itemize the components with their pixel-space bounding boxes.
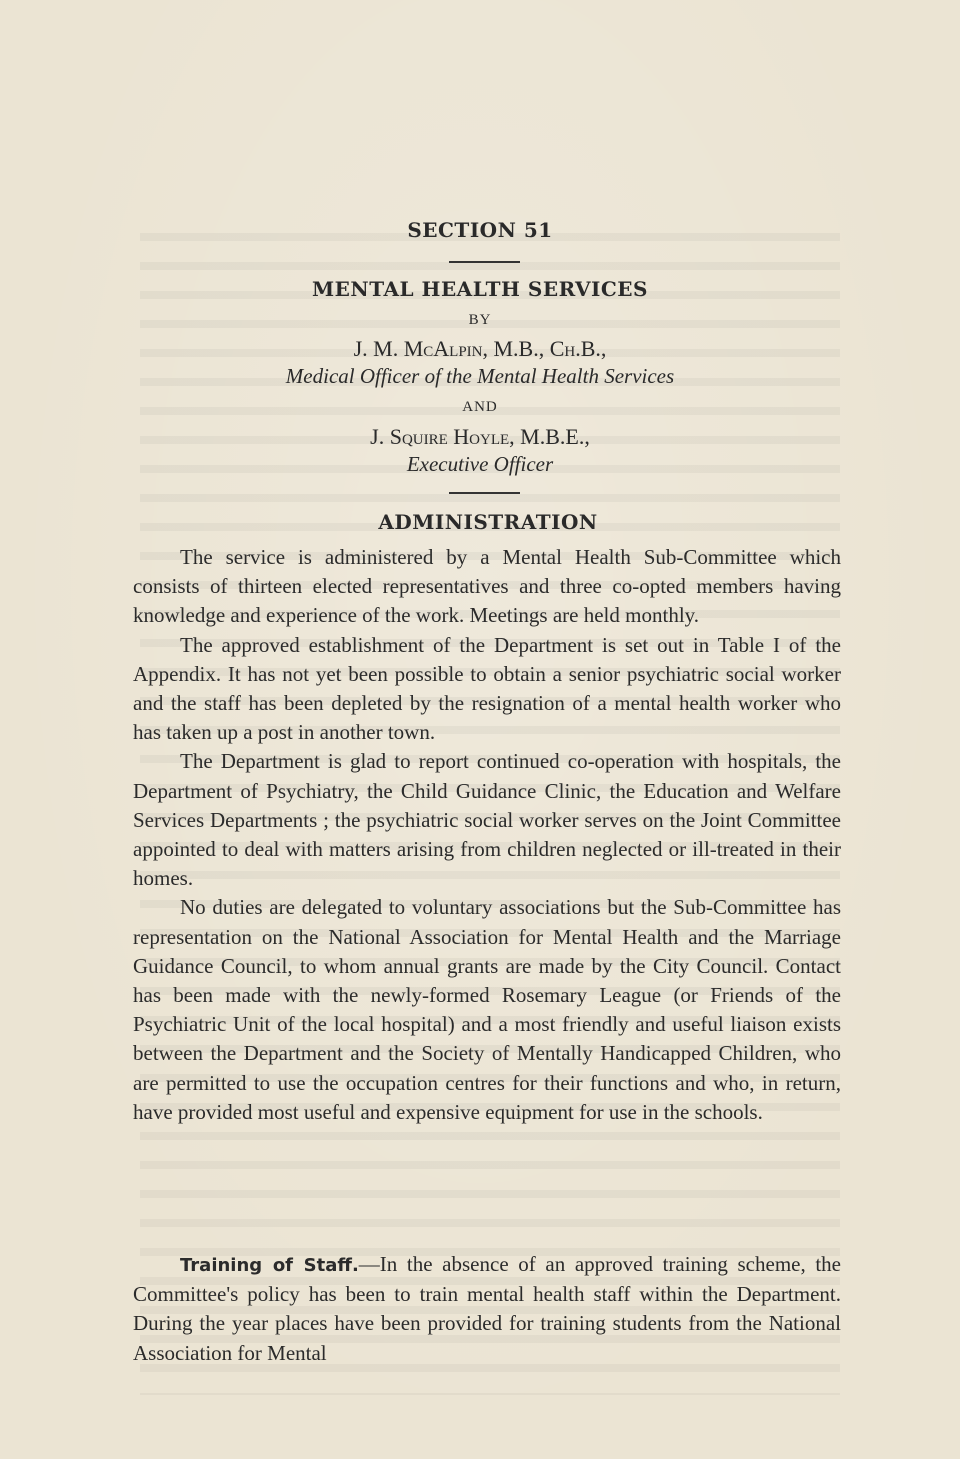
administration-heading: ADMINISTRATION	[378, 510, 598, 534]
training-section	[133, 1250, 841, 1368]
author-2: J. Squire Hoyle, M.B.E.,	[370, 424, 590, 449]
paragraph: No duties are delegated to voluntary associations but the Sub-Committee has representation on the National Association for Mental Health and the Marriage Guidance Council, to whom annual grants are made by the City Council. Contact has been made with the newly-formed Rosemary League (or Friends of the Psychiatric Unit of the local hospital) and a most friendly and useful liaison exists between the Department and the Society of Mentally Handicapped Children, who are permitted to use the occupation centres for their functions and who, in return, have provided most useful and expensive equipment for use in the schools.	[133, 895, 841, 1124]
divider-rule	[449, 261, 520, 263]
training-label: Training of Staff.	[180, 1255, 359, 1276]
paragraph: The approved establishment of the Department is set out in Table I of the Appendix. It has not yet been possible to obtain a senior psychiatric social worker and the staff has been depleted by the resignation of a mental health worker who has taken up a post in another town.	[133, 632, 841, 745]
administration-body	[133, 543, 841, 1127]
training-paragraph	[133, 1250, 841, 1368]
training-text: —In the absence of an approved training scheme, the Committee's policy has been to train mental health staff within the Department. During the year places have been provided for training students from the National Association for Mental	[133, 1252, 842, 1365]
document-title: MENTAL HEALTH SERVICES	[312, 277, 648, 301]
by-label: BY	[468, 312, 492, 328]
section-number: SECTION 51	[407, 218, 553, 242]
paragraph: The service is administered by a Mental Health Sub-Committee which consists of thirteen elected representatives and three co-opted members having knowledge and experience of the work. Meetings are held monthly.	[133, 545, 841, 628]
and-label: AND	[462, 399, 498, 415]
author-1: J. M. McAlpin, M.B., Ch.B.,	[353, 336, 607, 361]
paragraph: The Department is glad to report continued co-operation with hospitals, the Department of Psychiatry, the Child Guidance Clinic, the Education and Welfare Services Departments ; the psychiatric social worker serves on the Joint Committee appointed to deal with matters arising from children neglected or ill-treated in their homes.	[133, 749, 841, 891]
divider-rule	[449, 492, 520, 494]
author-1-role: Medical Officer of the Mental Health Services	[285, 364, 675, 388]
author-2-role: Executive Officer	[406, 452, 554, 476]
